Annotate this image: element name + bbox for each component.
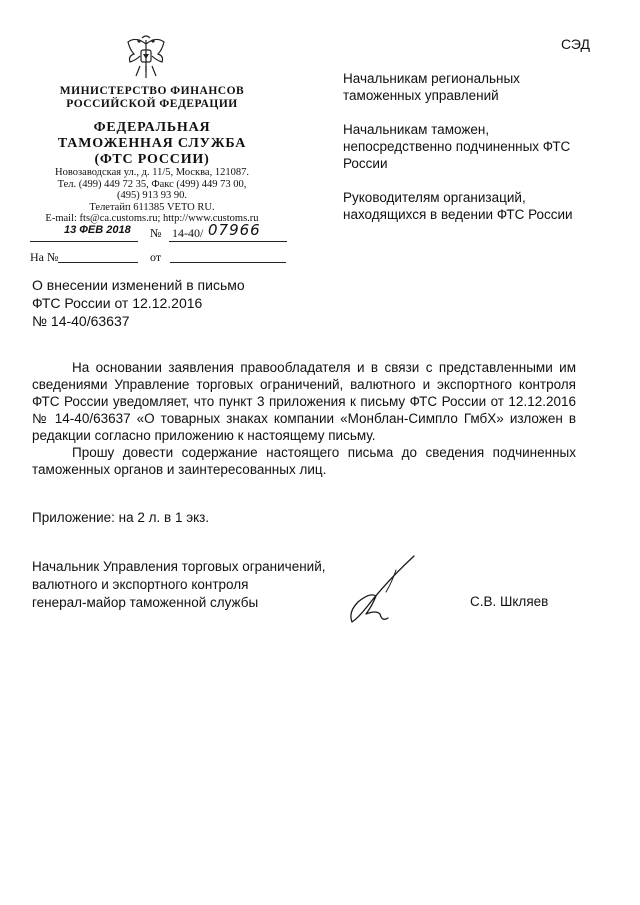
address-line: Телетайп 611385 VETO RU. [89, 201, 215, 213]
letter-subject [32, 276, 292, 330]
service-line: ФЕДЕРАЛЬНАЯ [93, 120, 211, 135]
signatory-title [32, 558, 352, 612]
addressee: Начальникам региональных таможенных управлений [343, 71, 520, 103]
sender-contacts [44, 167, 260, 225]
service-line: (ФТС РОССИИ) [94, 152, 210, 167]
address-line: Новозаводская ул., д. 11/5, Москва, 121087. [55, 167, 249, 178]
double-headed-eagle-emblem-icon [124, 32, 168, 80]
registration-number-label: № [150, 226, 162, 240]
address-line: Тел. (499) 449 72 35, Факс (499) 449 73 00, [57, 178, 247, 190]
body-paragraph: Прошу довести содержание настоящего письма до сведения подчиненных таможенных органов и заинтересованных лиц. [32, 445, 576, 477]
addressee: Начальникам таможен, непосредственно подчиненных ФТС России [343, 122, 571, 171]
addressee: Руководителям организаций, находящихся в ведении ФТС России [343, 190, 573, 222]
registration-line [30, 221, 266, 244]
registration-number-prefix: 14-40/ [172, 226, 204, 240]
ministry-line: РОССИЙСКОЙ ФЕДЕРАЦИИ [66, 98, 238, 110]
registration-number-handwritten: 07966 [208, 221, 261, 239]
signatory-title-line: Начальник Управления торговых ограничений, [32, 559, 326, 574]
reference-date-label: от [150, 250, 162, 264]
reference-date-field [170, 250, 286, 263]
reference-number-field [58, 250, 138, 263]
handwritten-signature [336, 552, 436, 630]
service-line: ТАМОЖЕННАЯ СЛУЖБА [57, 136, 247, 151]
signatory-title-line: генерал-майор таможенной службы [32, 595, 259, 610]
reference-number-label: На № [30, 250, 59, 264]
address-line: (495) 913 93 90. [117, 190, 187, 201]
ministry-name [44, 85, 260, 111]
registration-date: 13 ФЕВ 2018 [64, 224, 131, 236]
address-line: E-mail: fts@ca.customs.ru; http://www.customs.ru [45, 213, 259, 224]
addressees [343, 70, 583, 240]
subject-line: ФТС России от 12.12.2016 [32, 295, 203, 311]
signatory-title-line: валютного и экспортного контроля [32, 577, 249, 592]
attachment-note: Приложение: на 2 л. в 1 экз. [32, 510, 210, 525]
subject-line: № 14-40/63637 [32, 313, 130, 329]
reference-line [30, 250, 266, 268]
body-paragraph: На основании заявления правообладателя и в связи с представленными им сведениями Управление торговых ограничений, валютного и экспортного контроля ФТС России уведомляет, что пункт 3 приложения к письму ФТС России от 12.12.2016 № 14-40/63637 «О товарных знаках компании «Монблан-Симпло ГмбХ» изложен в редакции согласно приложению к настоящему письму. [32, 360, 576, 443]
sed-mark: СЭД [560, 36, 590, 52]
subject-line: О внесении изменений в письмо [32, 277, 245, 293]
signer-name: С.В. Шкляев [470, 594, 549, 609]
ministry-line: МИНИСТЕРСТВО ФИНАНСОВ [59, 85, 245, 97]
letter-body [32, 359, 576, 478]
service-name [44, 120, 260, 168]
